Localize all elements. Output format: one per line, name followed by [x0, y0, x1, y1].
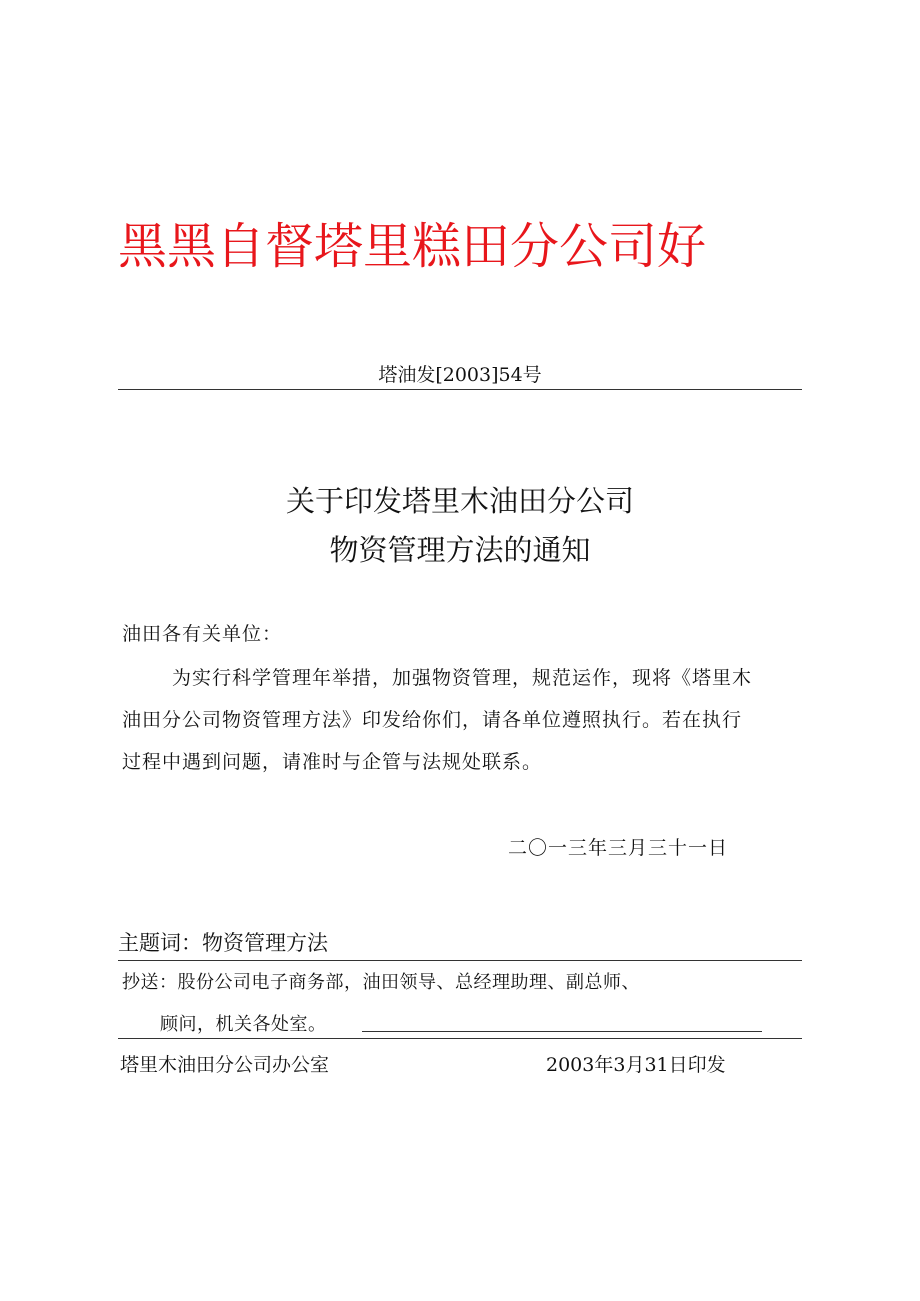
paragraph-line-3: 过程中遇到问题，请准时与企管与法规处联系。 [122, 751, 543, 773]
header-divider [118, 389, 802, 390]
paragraph-line-2: 油田分公司物资管理方法》印发给你们，请各单位遵照执行。若在执行 [122, 709, 743, 731]
organization-header: 黑黑自督塔里糕田分公司好 [118, 218, 707, 275]
cc-line-2: 顾问，机关各处室。 [160, 1014, 327, 1035]
issue-date: 2003年3月31日印发 [546, 1054, 726, 1076]
issuing-office: 塔里木油田分公司办公室 [120, 1054, 330, 1076]
title-line-2: 物资管理方法的通知 [329, 533, 591, 567]
cc-line-1: 抄送：股份公司电子商务部，油田领导、总经理助理、副总师、 [122, 972, 640, 993]
document-number: 塔油发[2003]54号 [378, 364, 542, 386]
salutation: 油田各有关单位： [122, 623, 283, 645]
subject-keywords: 主题词：物资管理方法 [118, 931, 328, 955]
cc-underline [362, 1031, 762, 1032]
paragraph-line-1: 为实行科学管理年举措，加强物资管理，规范运作，现将《塔里木 [172, 667, 753, 689]
signature-date: 二〇一三年三月三十一日 [508, 837, 729, 859]
cc-divider [118, 1038, 802, 1039]
subject-divider [118, 960, 802, 961]
title-line-1: 关于印发塔里木油田分公司 [285, 484, 634, 518]
